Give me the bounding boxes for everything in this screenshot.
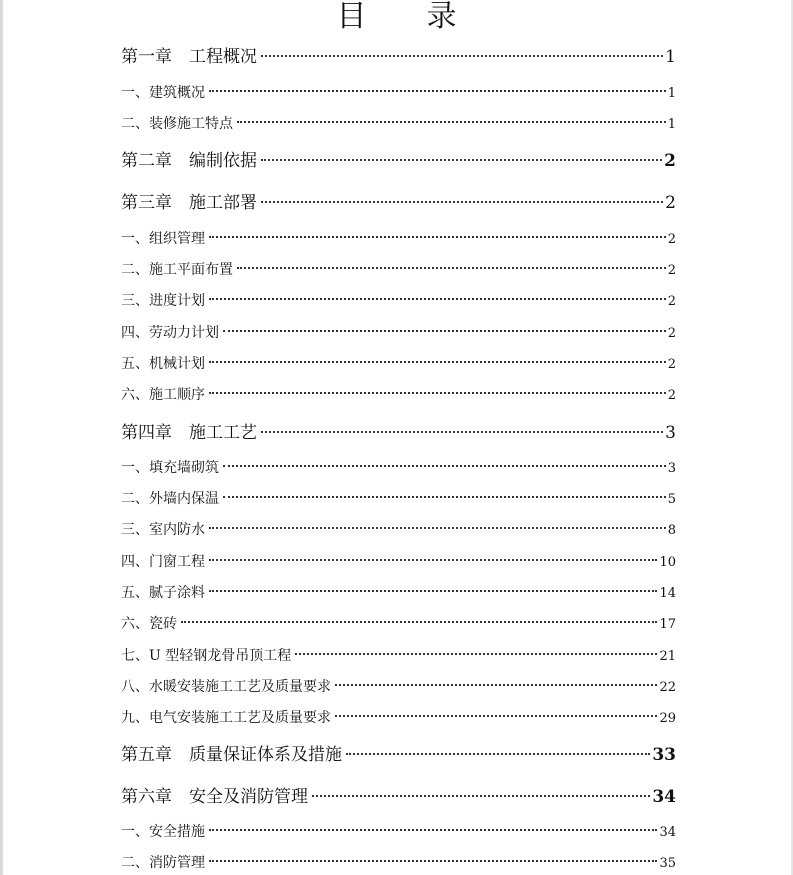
toc-entry-label: 一、填充墙砌筑 [121,460,219,476]
toc-chapter-4[interactable] [121,418,676,443]
dot-leader [209,829,657,831]
toc-page-number: 1 [667,86,676,101]
toc-section[interactable] [121,113,676,133]
dot-leader [209,590,657,592]
toc-entry-label: 四、劳动力计划 [121,325,219,341]
dot-leader [223,496,666,498]
toc-page-number: 2 [664,151,676,171]
dot-leader [312,795,650,797]
toc-entry-label: 第二章 编制依据 [121,151,257,171]
toc-page-number: 21 [659,649,676,664]
dot-leader [335,715,657,717]
toc-section[interactable] [121,613,676,633]
dot-leader [223,465,666,467]
toc-chapter-1[interactable] [121,42,676,67]
toc-page-number: 2 [667,357,676,372]
dot-leader [237,121,666,123]
toc-entry-label: 二、消防管理 [121,855,205,871]
toc-title: 目 录 [336,0,457,34]
toc-page-number: 29 [659,711,676,726]
toc-page-number: 34 [659,825,676,840]
dot-leader [261,159,662,161]
dot-leader [209,527,666,529]
toc-entry-label: 六、施工顺序 [121,387,205,403]
dot-leader [209,392,666,394]
toc-section[interactable] [121,228,676,248]
dot-leader [209,361,666,363]
toc-entry-label: 一、组织管理 [121,231,205,247]
toc-page-number: 17 [659,617,676,632]
dot-leader [261,431,663,433]
toc-entry-label: 五、机械计划 [121,356,205,372]
toc-section[interactable] [121,582,676,602]
dot-leader [209,236,666,238]
toc-entry-label: 一、安全措施 [121,824,205,840]
toc-section[interactable] [121,645,676,665]
toc-section[interactable] [121,821,676,841]
toc-page-number: 10 [659,555,676,570]
toc-entry-label: 第一章 工程概况 [121,47,257,67]
toc-page-number: 3 [667,461,676,476]
dot-leader [295,653,657,655]
toc-section[interactable] [121,290,676,310]
dot-leader [209,298,666,300]
toc-section[interactable] [121,384,676,404]
toc-entry-label: 第六章 安全及消防管理 [121,787,308,807]
toc-chapter-3[interactable] [121,188,676,213]
toc-page-number: 2 [665,193,676,213]
toc-section[interactable] [121,488,676,508]
dot-leader [209,559,657,561]
toc-page-number: 2 [667,232,676,247]
dot-leader [209,90,666,92]
toc-section[interactable] [121,676,676,696]
toc-page-number: 1 [665,47,676,67]
toc-section[interactable] [121,259,676,279]
toc-section[interactable] [121,353,676,373]
toc-entry-label: 三、进度计划 [121,293,205,309]
toc-page-number: 34 [652,787,676,807]
toc-section[interactable] [121,551,676,571]
toc-entry-label: 三、室内防水 [121,522,205,538]
toc-page-number: 8 [667,523,676,538]
toc-entry-label: 二、施工平面布置 [121,262,233,278]
toc-section[interactable] [121,82,676,102]
dot-leader [209,860,657,862]
toc-page-number: 33 [652,745,676,765]
toc-section[interactable] [121,852,676,872]
toc-page-number: 1 [667,117,676,132]
toc-entry-label: 八、水暖安装施工工艺及质量要求 [121,679,331,695]
toc-entry-label: 第三章 施工部署 [121,193,257,213]
toc-entry-label: 一、建筑概况 [121,85,205,101]
toc-page-number: 2 [667,388,676,403]
toc-entry-label: 五、腻子涂料 [121,585,205,601]
toc-page-number: 35 [659,856,676,871]
toc-chapter-5[interactable] [121,740,676,765]
toc-entry-label: 六、瓷砖 [121,616,177,632]
dot-leader [261,55,663,57]
toc-page-number: 5 [667,492,676,507]
toc-entry-label: 二、外墙内保温 [121,491,219,507]
dot-leader [223,330,666,332]
toc-chapter-2[interactable] [121,146,676,171]
dot-leader [346,753,650,755]
dot-leader [261,201,663,203]
toc-section[interactable] [121,519,676,539]
dot-leader [181,621,657,623]
dot-leader [237,267,666,269]
toc-section[interactable] [121,707,676,727]
toc-page-number: 2 [667,263,676,278]
dot-leader [335,684,657,686]
toc-page-number: 3 [665,423,676,443]
toc-entry-label: 二、装修施工特点 [121,116,233,132]
toc-page-number: 2 [667,294,676,309]
toc-chapter-6[interactable] [121,782,676,807]
toc-entry-label: 四、门窗工程 [121,554,205,570]
toc-page-number: 14 [659,586,676,601]
toc-entry-label: 七、U 型轻钢龙骨吊顶工程 [121,648,292,664]
toc-entry-label: 第五章 质量保证体系及措施 [121,745,342,765]
toc-entry-label: 第四章 施工工艺 [121,423,257,443]
toc-section[interactable] [121,457,676,477]
toc-page-number: 22 [659,680,676,695]
page-left-edge [0,0,3,875]
toc-section[interactable] [121,322,676,342]
toc-entry-label: 九、电气安装施工工艺及质量要求 [121,710,331,726]
toc-page-number: 2 [667,326,676,341]
